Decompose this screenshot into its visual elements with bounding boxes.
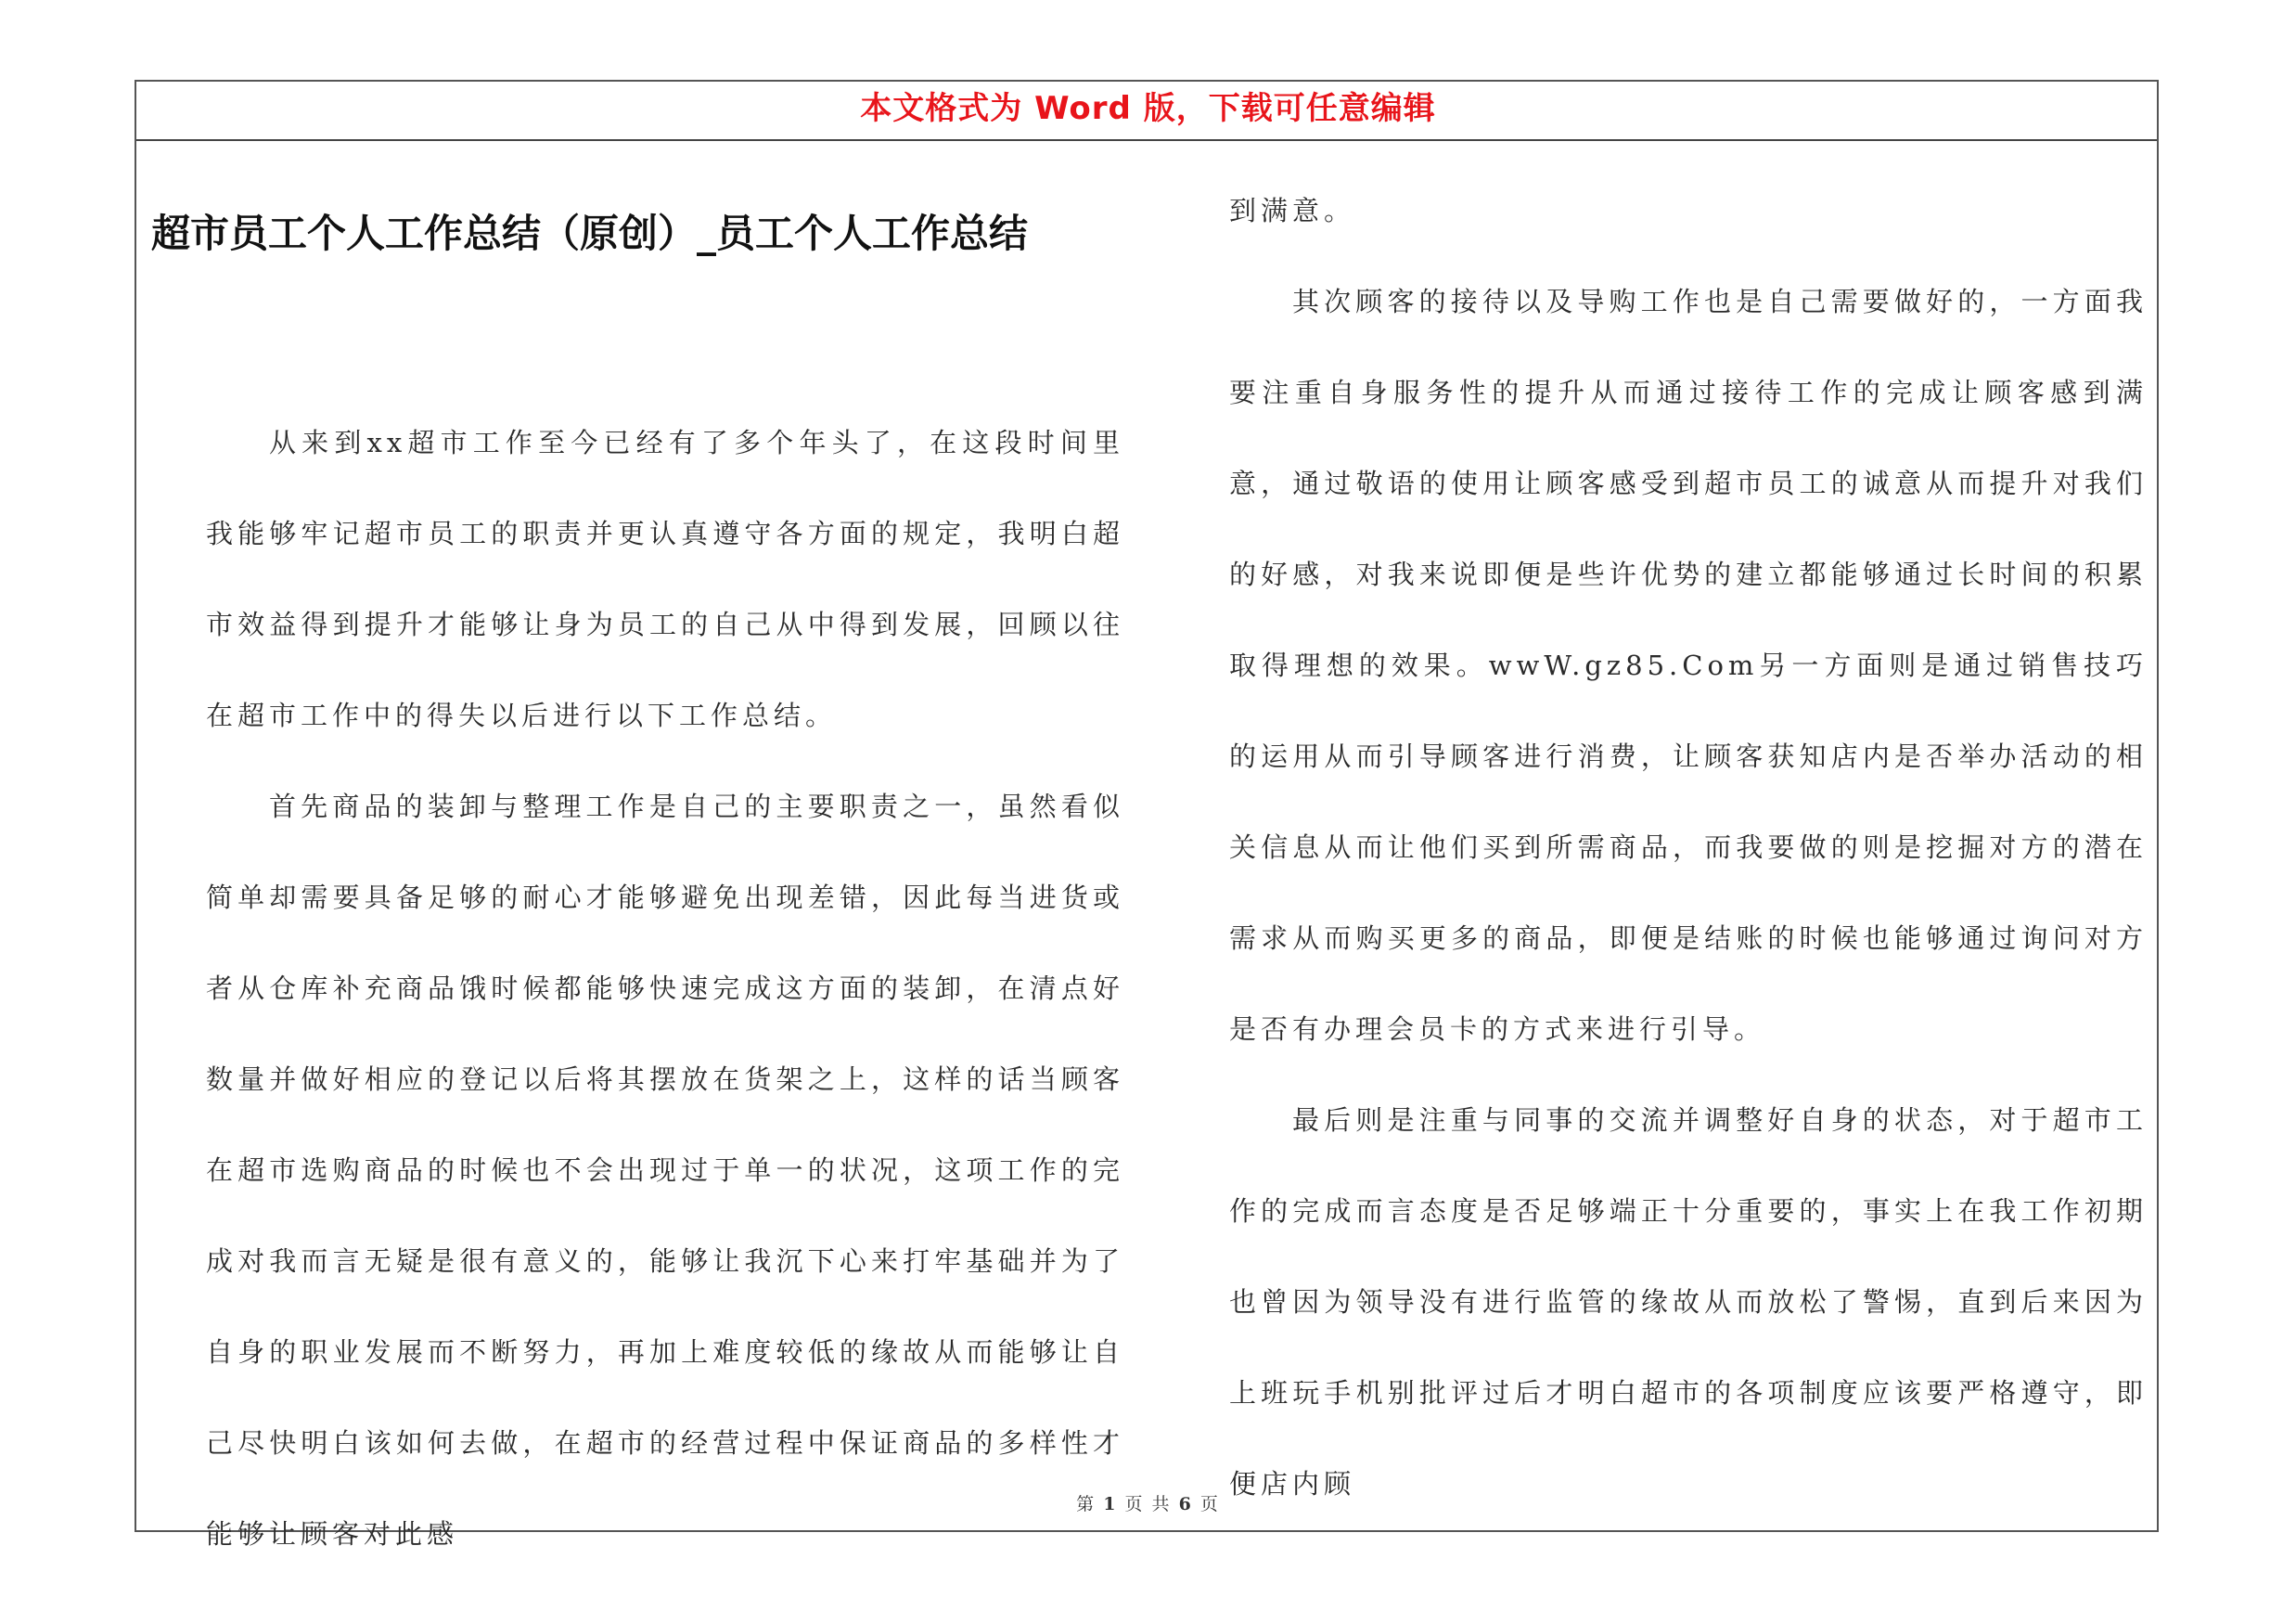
document-title: 超市员工个人工作总结（原创）_员工个人工作总结: [151, 211, 1029, 256]
paragraph-intro: 从来到xx超市工作至今已经有了多个年头了，在这段时间里我能够牢记超市员工的职责并更认真遵守各方面的规定，我明白超市效益得到提升才能够让身为员工的自己从中得到发展，回顾以往在超市工作中的得失以后进行以下工作总结。: [206, 427, 1124, 731]
paragraph-colleague-communication: 最后则是注重与同事的交流并调整好自身的状态，对于超市工作的完成而言态度是否足够端正十分重要的，事实上在我工作初期也曾因为领导没有进行监管的缘故从而放松了警惕，直到后来因为上班玩手机别批评过后才明白超市的各项制度应该要严格遵守，即便店内顾: [1229, 1104, 2148, 1500]
current-page-number: 1: [1103, 1494, 1118, 1514]
word-format-banner: 本文格式为 Word 版，下载可任意编辑: [860, 90, 1436, 127]
header-divider: [136, 139, 2157, 141]
total-page-count: 6: [1178, 1494, 1193, 1514]
paragraph-customer-service: 其次顾客的接待以及导购工作也是自己需要做好的，一方面我要注重自身服务性的提升从而通过接待工作的完成让顾客感到满意，通过敬语的使用让顾客感受到超市员工的诚意从而提升对我们的好感，对我来说即便是些许优势的建立都能够通过长时间的积累取得理想的效果。wwW.gz85.Com另一方面则是通过销售技巧的运用从而引导顾客进行消费，让顾客获知店内是否举办活动的相关信息从而让他们买到所需商品，而我要做的则是挖掘对方的潜在需求从而购买更多的商品，即便是结账的时候也能够通过询问对方是否有办理会员卡的方式来进行引导。: [1229, 286, 2148, 1045]
footer-middle: 页 共: [1124, 1494, 1172, 1514]
page-footer: [0, 1490, 2296, 1518]
footer-prefix: 第: [1076, 1494, 1097, 1514]
paragraph-goods-handling: 首先商品的装卸与整理工作是自己的主要职责之一，虽然看似简单却需要具备足够的耐心才能够避免出现差错，因此每当进货或者从仓库补充商品饿时候都能够快速完成这方面的装卸，在清点好数量并做好相应的登记以后将其摆放在货架之上，这样的话当顾客在超市选购商品的时候也不会出现过于单一的状况，这项工作的完成对我而言无疑是很有意义的，能够让我沉下心来打牢基础并为了自身的职业发展而不断努力，再加上难度较低的缘故从而能够让自己尽快明白该如何去做，在超市的经营过程中保证商品的多样性才能够让顾客对此感: [206, 791, 1124, 1550]
right-column: [1229, 165, 2148, 1529]
paragraph-continuation: 到满意。: [1229, 195, 1356, 226]
footer-suffix: 页: [1199, 1494, 1220, 1514]
left-column: [206, 397, 1124, 1579]
